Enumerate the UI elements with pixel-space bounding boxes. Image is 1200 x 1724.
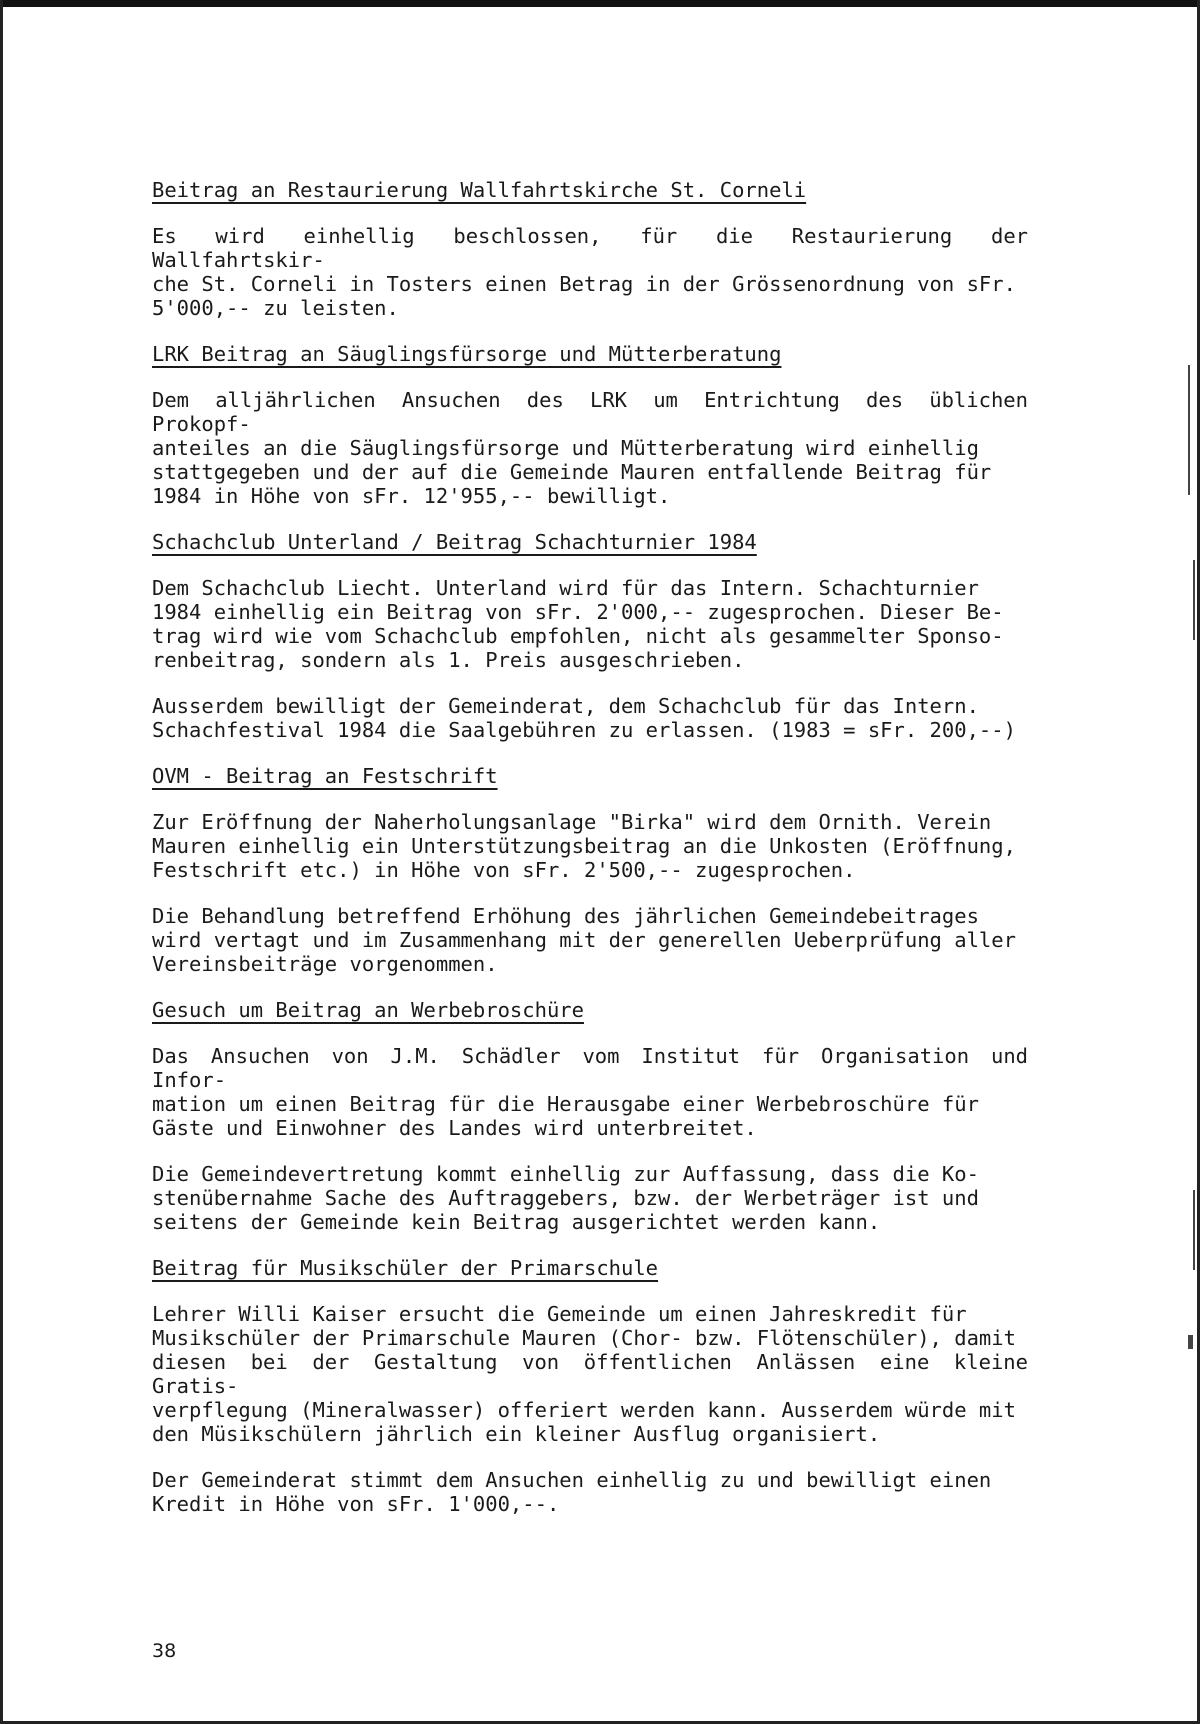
section-musikschueler: [152, 1256, 1028, 1516]
scan-artifact-mark: [1188, 1335, 1193, 1349]
scan-artifact-mark: [1193, 560, 1195, 640]
section-schachclub: [152, 530, 1028, 742]
section-heading: Schachclub Unterland / Beitrag Schachturnier 1984: [152, 530, 757, 554]
section-paragraph: Zur Eröffnung der Naherholungsanlage "Birka" wird dem Ornith. Verein Mauren einhellig ein Unterstützungsbeitrag an die Unkosten (Eröffnung, Festschrift etc.) in Höhe von sFr. 2'500,-- zugesprochen.: [152, 810, 1016, 882]
document-body: [152, 178, 1028, 1538]
section-werbebroschuere: [152, 998, 1028, 1234]
section-heading: Gesuch um Beitrag an Werbebroschüre: [152, 998, 584, 1022]
section-paragraph: Lehrer Willi Kaiser ersucht die Gemeinde um einen Jahreskredit für Musikschüler der Primarschule Mauren (Chor- bzw. Flötenschüler), damit diesen bei der Gestaltung von öffentlichen Anlässen eine kleine Gratis- verpflegung (Mineralwasser) offeriert werden kann. Ausserdem würde mit den Müsikschülern jährlich ein kleiner Ausflug organisiert.: [152, 1302, 1028, 1446]
section-restaurierung: [152, 178, 1028, 320]
section-lrk-beitrag: [152, 342, 1028, 508]
section-paragraph: Die Behandlung betreffend Erhöhung des jährlichen Gemeindebeitrages wird vertagt und im Zusammenhang mit der generellen Ueberprüfung aller Vereinsbeiträge vorgenommen.: [152, 904, 1016, 976]
section-paragraph: Dem alljährlichen Ansuchen des LRK um Entrichtung des üblichen Prokopf- anteiles an die Säuglingsfürsorge und Mütterberatung wird einhellig stattgegeben und der auf die Gemeinde Mauren entfallende Beitrag für 1984 in Höhe von sFr. 12'955,-- bewilligt.: [152, 388, 1028, 508]
scan-border-top: [0, 0, 1200, 7]
scan-border-left: [0, 0, 3, 1724]
section-heading: Beitrag für Musikschüler der Primarschule: [152, 1256, 659, 1280]
section-heading: Beitrag an Restaurierung Wallfahrtskirche St. Corneli: [152, 178, 807, 202]
section-paragraph: Der Gemeinderat stimmt dem Ansuchen einhellig zu und bewilligt einen Kredit in Höhe von sFr. 1'000,--.: [152, 1468, 992, 1516]
page-number: 38: [152, 1640, 177, 1662]
section-heading: OVM - Beitrag an Festschrift: [152, 764, 498, 788]
section-paragraph: Das Ansuchen von J.M. Schädler vom Institut für Organisation und Infor- mation um einen Beitrag für die Herausgabe einer Werbebroschüre für Gäste und Einwohner des Landes wird unterbreitet.: [152, 1044, 1028, 1140]
section-paragraph: Ausserdem bewilligt der Gemeinderat, dem Schachclub für das Intern. Schachfestival 1984 die Saalgebühren zu erlassen. (1983 = sFr. 200,--): [152, 694, 1016, 742]
section-paragraph: Es wird einhellig beschlossen, für die Restaurierung der Wallfahrtskir- che St. Corneli in Tosters einen Betrag in der Grössenordnung von sFr. 5'000,-- zu leisten.: [152, 224, 1028, 320]
scan-artifact-mark: [1193, 1190, 1195, 1270]
section-paragraph: Dem Schachclub Liecht. Unterland wird für das Intern. Schachturnier 1984 einhellig ein Beitrag von sFr. 2'000,-- zugesprochen. Dieser Be- trag wird wie vom Schachclub empfohlen, nicht als gesammelter Sponso- renbeitrag, sondern als 1. Preis ausgeschrieben.: [152, 576, 1004, 672]
section-paragraph: Die Gemeindevertretung kommt einhellig zur Auffassung, dass die Ko- stenübernahme Sache des Auftraggebers, bzw. der Werbeträger ist und seitens der Gemeinde kein Beitrag ausgerichtet werden kann.: [152, 1162, 979, 1234]
section-heading: LRK Beitrag an Säuglingsfürsorge und Mütterberatung: [152, 342, 782, 366]
section-ovm-festschrift: [152, 764, 1028, 976]
scan-artifact-mark: [1188, 365, 1190, 495]
